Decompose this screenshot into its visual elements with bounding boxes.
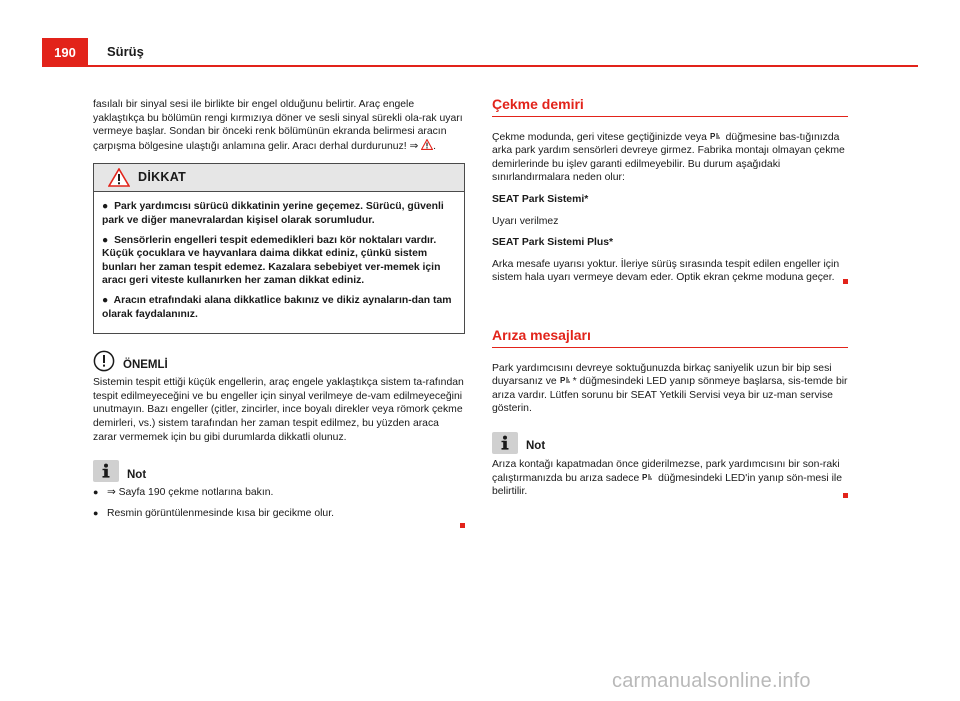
end-marker: [843, 493, 848, 498]
subsection-title: SEAT Park Sistemi Plus*: [492, 237, 614, 249]
warning-body: [94, 192, 464, 333]
section-title-towbar: Çekme demiri: [492, 98, 848, 117]
chapter-title: Sürüş: [107, 44, 144, 59]
note-title: Not: [526, 440, 546, 453]
exclamation-circle-icon: [93, 350, 115, 372]
page-number: 190: [42, 38, 88, 66]
note-header: [492, 432, 848, 454]
towbar-paragraph: Çekme modunda, geri vitese geçtiğinizde veya P düğmesine bas-tığınızda arka park yardım sensörleri devreye girmez. Fabrika montajı olmayan çekme demirlerinde bu işlev garanti edilmeyebilir. Bu durum aşağıdaki sınırlandırmalara neden olur:: [492, 131, 845, 184]
note-list: [93, 486, 465, 520]
subsection-text: Uyarı verilmez: [492, 215, 559, 227]
info-icon: [492, 432, 518, 454]
svg-text:P: P: [559, 376, 565, 386]
park-assist-button-icon: [710, 131, 723, 141]
important-text: Sistemin tespit ettiği küçük engellerin, araç engele yaklaştıkça sistem ta-rafından tespit edilmeyeceğini ve bu engeller için sinyal verilmeye de-vam edilmeyeceğini unutmayın. Bazı engeller (çitler, zincirler, ince boyalı direkler veya römork çekme demirleri, vs.) sistem tarafından her zaman tespit edilmez, bu yüzden araca zarar vermemek için bu gibi durumlarda dikkatli olunuz.: [93, 377, 464, 443]
warning-triangle-icon: [108, 168, 130, 187]
park-assist-button-icon: [642, 472, 655, 482]
intro-paragraph: fasılalı bir sinyal sesi ile birlikte bir engel olduğunu belirtir. Araç engele yaklaştıkça bu bölümün rengi kırmızıya döner ve sesli sinyal sürekli ola-rak uyarı vermeye başlar. Sondan bir önceki renk bölümünün ekranda belirmesi aracın çarpışma bölgesine ulaştığı anlamına gelir. Aracı derhal durdurunuz! ⇒ .: [93, 99, 463, 152]
note-header: [93, 460, 465, 482]
important-header: [93, 350, 465, 372]
right-column: [492, 98, 848, 499]
svg-text:P: P: [642, 472, 648, 482]
park-assist-button-icon: [560, 375, 573, 385]
faults-paragraph: Park yardımcısını devreye soktuğunuzda birkaç saniyelik uzun bir bip sesi duyarsanız ve P * düğmesindeki LED yanıp sönmeye başlarsa, sis-temde bir arıza vardır. Lütfen sorunu bir SEAT Yetkili Servisi veya bir uz-man servise gösterin.: [492, 362, 848, 415]
list-item: ● ⇒ Sayfa 190 çekme notlarına bakın.: [93, 486, 465, 500]
warning-triangle-icon: [421, 139, 433, 150]
left-column: [93, 98, 465, 529]
warning-item: ● Aracın etrafındaki alana dikkatlice bakınız ve dikiz aynaların-dan tam olarak faydalanınız.: [102, 294, 452, 320]
note-text: Arıza kontağı kapatmadan önce giderilmezse, park yardımcısını bir son-raki çalıştırmanızda bu arıza sadece P düğmesindeki LED'in yanıp sön-mesi ile belirtilir.: [492, 458, 842, 498]
end-marker: [460, 523, 465, 528]
watermark: carmanualsonline.info: [612, 670, 811, 692]
warning-box: [93, 163, 465, 334]
warning-title: DİKKAT: [138, 170, 187, 185]
warning-header: [94, 164, 464, 192]
list-item: ● Resmin görüntülenmesinde kısa bir gecikme olur.: [93, 507, 465, 521]
header-rule: [42, 65, 918, 67]
end-marker: [843, 279, 848, 284]
subsection-title: SEAT Park Sistemi*: [492, 193, 589, 205]
warning-item: ● Sensörlerin engelleri tespit edemedikleri bazı kör noktaları vardır. Küçük çocuklara ve hayvanlara daima dikkat ediniz, çünkü sistem bunları her zaman tespit edemez. Kazalara sebebiyet ver-memek için aracı geri viteste kullanırken her zaman dikkat ediniz.: [102, 234, 441, 287]
warning-item: ● Park yardımcısı sürücü dikkatinin yerine geçemez. Sürücü, güvenli park ve diğer manevralardan kişisel olarak sorumludur.: [102, 201, 444, 226]
important-title: ÖNEMLİ: [123, 358, 168, 371]
section-title-faults: Arıza mesajları: [492, 329, 848, 348]
subsection-text: Arka mesafe uyarısı yoktur. İleriye sürüş sırasında tespit edilen engeller için sistem hala uyarı vermeye devam eder. Optik ekran çekme moduna geçer.: [492, 258, 840, 284]
info-icon: [93, 460, 119, 482]
svg-text:P: P: [709, 131, 716, 141]
note-title: Not: [127, 468, 147, 481]
